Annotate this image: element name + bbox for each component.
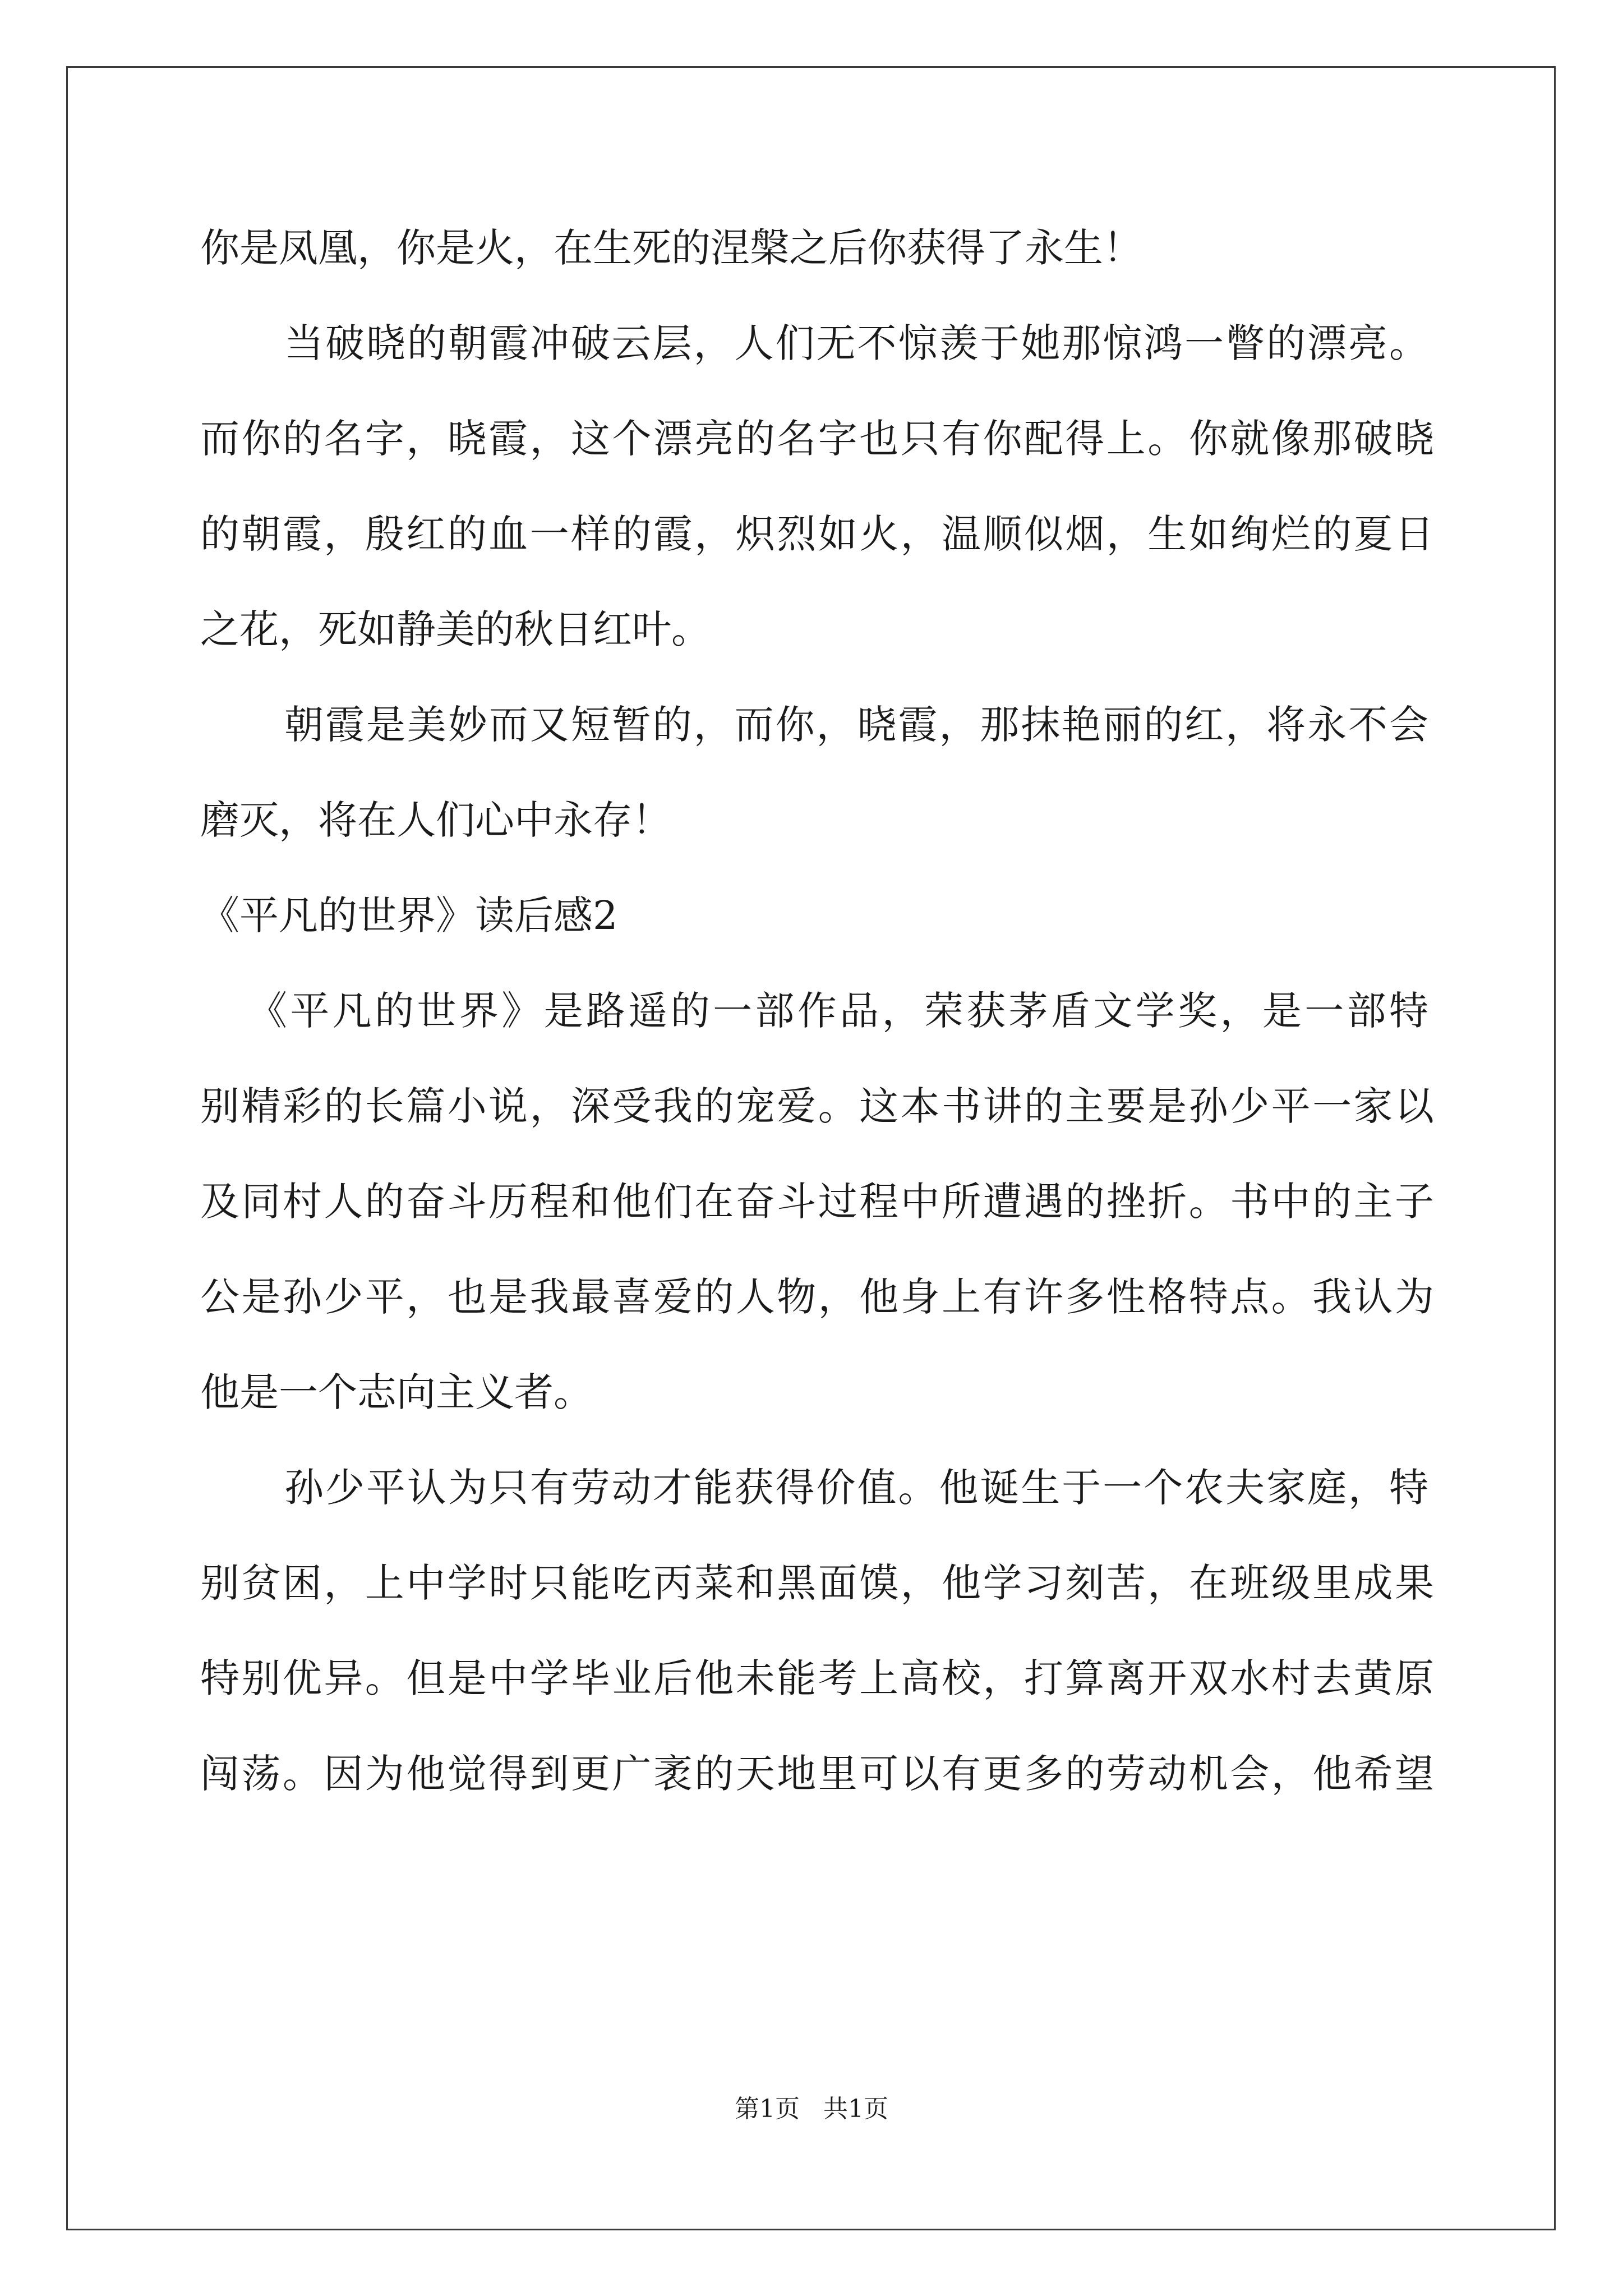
text-line: 他是一个志向主义者。 [200,1369,593,1415]
text-line: 闯荡。因为他觉得到更广袤的天地里可以有更多的劳动机会，他希望 [200,1751,1434,1797]
text-line: 你是凤凰，你是火，在生死的涅槃之后你获得了永生！ [200,225,1142,271]
page-border [66,66,1556,2230]
text-line: 《平凡的世界》是路遥的一部作品，荣获茅盾文学奖，是一部特 [248,988,1428,1034]
text-line: 而你的名字，晓霞，这个漂亮的名字也只有你配得上。你就像那破晓 [200,416,1434,462]
text-line: 公是孙少平，也是我最喜爱的人物，他身上有许多性格特点。我认为 [200,1274,1434,1320]
text-line: 之花，死如静美的秋日红叶。 [200,606,711,652]
section-heading: 《平凡的世界》读后感2 [200,892,618,938]
text-line: 孙少平认为只有劳动才能获得价值。他诞生于一个农夫家庭，特 [284,1465,1428,1511]
text-line: 磨灭，将在人们心中永存！ [200,797,671,843]
page-footer: 第1页 共1页 [735,2095,888,2123]
text-line: 别贫困，上中学时只能吃丙菜和黑面馍，他学习刻苦，在班级里成果 [200,1560,1434,1606]
text-line: 别精彩的长篇小说，深受我的宠爱。这本书讲的主要是孙少平一家以 [200,1083,1434,1129]
text-line: 的朝霞，殷红的血一样的霞，炽烈如火，温顺似烟，生如绚烂的夏日 [200,511,1434,557]
text-line: 及同村人的奋斗历程和他们在奋斗过程中所遭遇的挫折。书中的主子 [200,1179,1434,1225]
text-line: 当破晓的朝霞冲破云层，人们无不惊羡于她那惊鸿一瞥的漂亮。 [284,320,1428,366]
text-line: 特别优异。但是中学毕业后他未能考上高校，打算离开双水村去黄原 [200,1655,1434,1701]
text-line: 朝霞是美妙而又短暂的，而你，晓霞，那抹艳丽的红，将永不会 [284,702,1428,748]
